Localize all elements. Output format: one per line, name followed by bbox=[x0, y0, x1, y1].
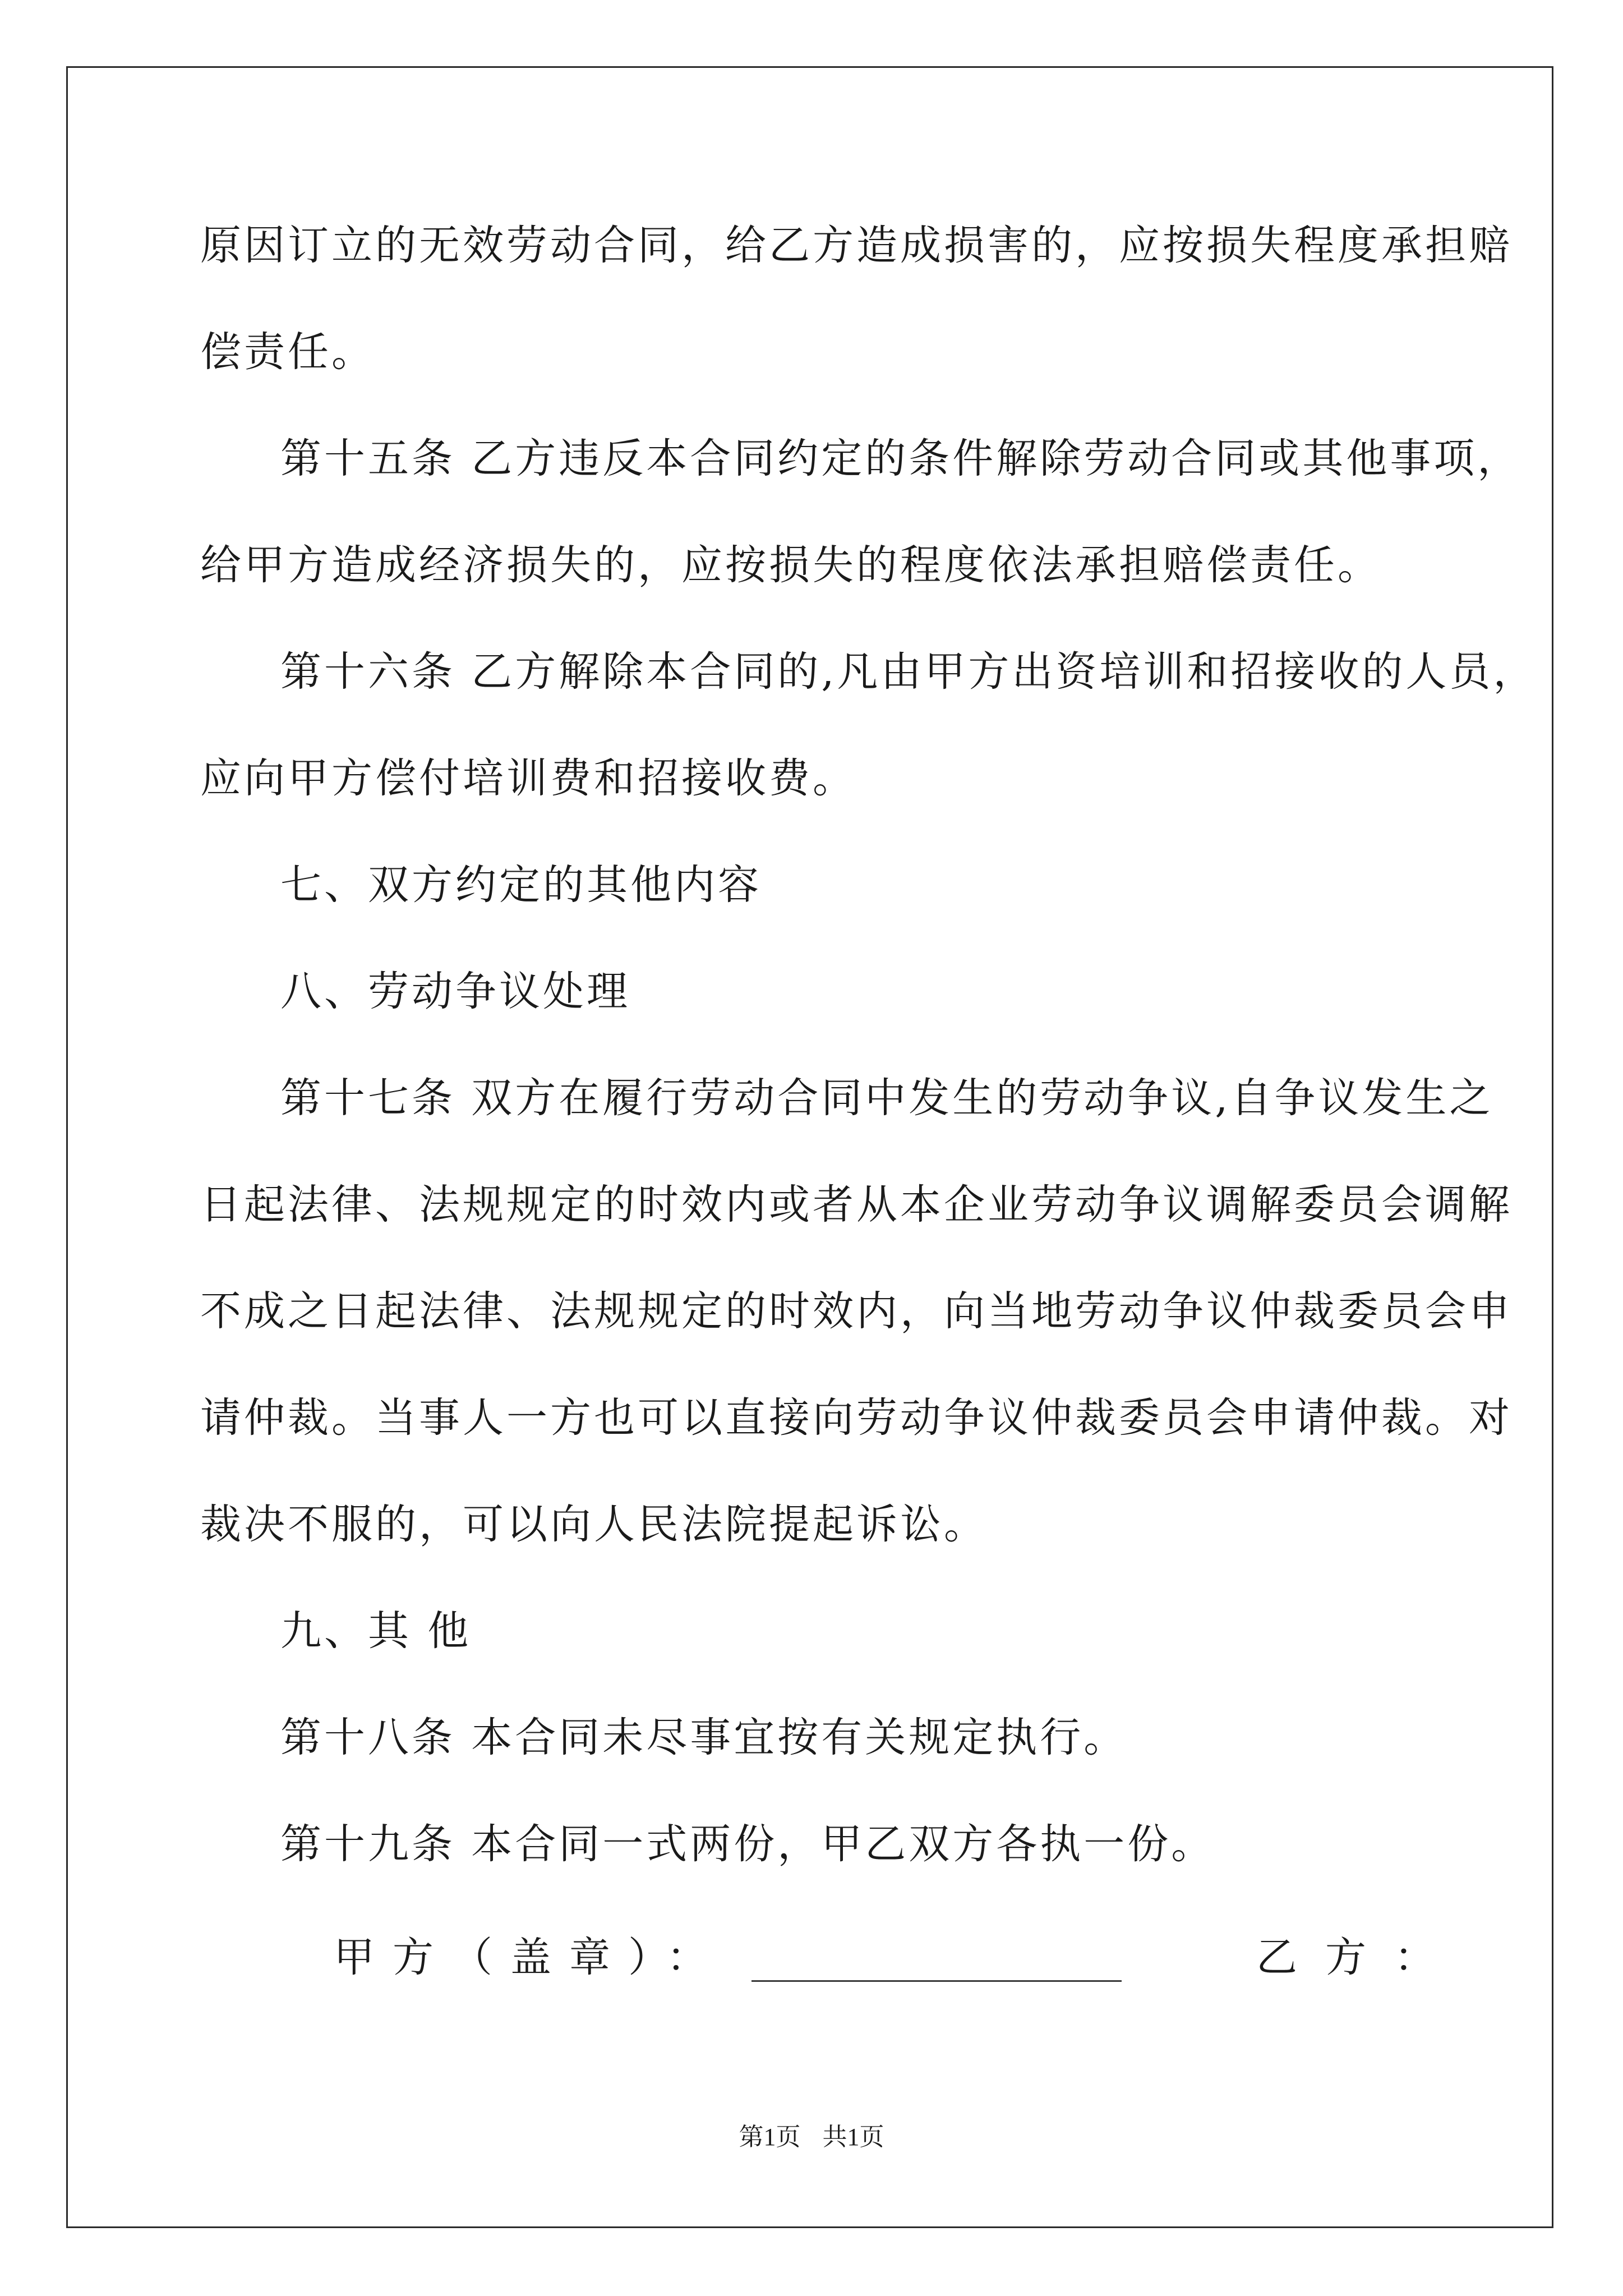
text-line: 给甲方造成经济损失的，应按损失的程度依法承担赔偿责任。 bbox=[200, 541, 1381, 589]
text-line: 请仲裁。当事人一方也可以直接向劳动争议仲裁委员会申请仲裁。对 bbox=[200, 1394, 1513, 1442]
page-border bbox=[66, 66, 1553, 2228]
page-number: 第1页 bbox=[739, 2123, 801, 2151]
text-line: 偿责任。 bbox=[200, 328, 375, 376]
clause-16: 第十六条 乙方解除本合同的,凡由甲方出资培训和招接收的人员， bbox=[280, 648, 1537, 696]
section-heading-7: 七、双方约定的其他内容 bbox=[280, 861, 762, 909]
text-line: 原因订立的无效劳动合同，给乙方造成损害的，应按损失程度承担赔 bbox=[200, 222, 1513, 269]
party-b-signature-label: 乙方： bbox=[1256, 1934, 1463, 1981]
clause-19: 第十九条 本合同一式两份，甲乙双方各执一份。 bbox=[280, 1820, 1215, 1868]
section-heading-9: 九、其 他 bbox=[280, 1607, 472, 1655]
text-line: 应向甲方偿付培训费和招接收费。 bbox=[200, 754, 856, 802]
clause-18: 第十八条 本合同未尽事宜按有关规定执行。 bbox=[280, 1714, 1128, 1761]
party-a-signature-blank bbox=[751, 1980, 1122, 1982]
clause-17: 第十七条 双方在履行劳动合同中发生的劳动争议,自争议发生之 bbox=[280, 1074, 1493, 1122]
section-heading-8: 八、劳动争议处理 bbox=[280, 968, 630, 1015]
page-total: 共1页 bbox=[822, 2123, 884, 2151]
clause-15: 第十五条 乙方违反本合同约定的条件解除劳动合同或其他事项， bbox=[280, 435, 1521, 482]
text-line: 日起法律、法规规定的时效内或者从本企业劳动争议调解委员会调解 bbox=[200, 1181, 1513, 1228]
text-line: 裁决不服的，可以向人民法院提起诉讼。 bbox=[200, 1501, 988, 1548]
text-line: 不成之日起法律、法规规定的时效内，向当地劳动争议仲裁委员会申 bbox=[200, 1287, 1513, 1335]
party-a-signature-label: 甲方（盖章）： bbox=[334, 1934, 726, 1981]
page-footer bbox=[0, 2120, 1623, 2154]
